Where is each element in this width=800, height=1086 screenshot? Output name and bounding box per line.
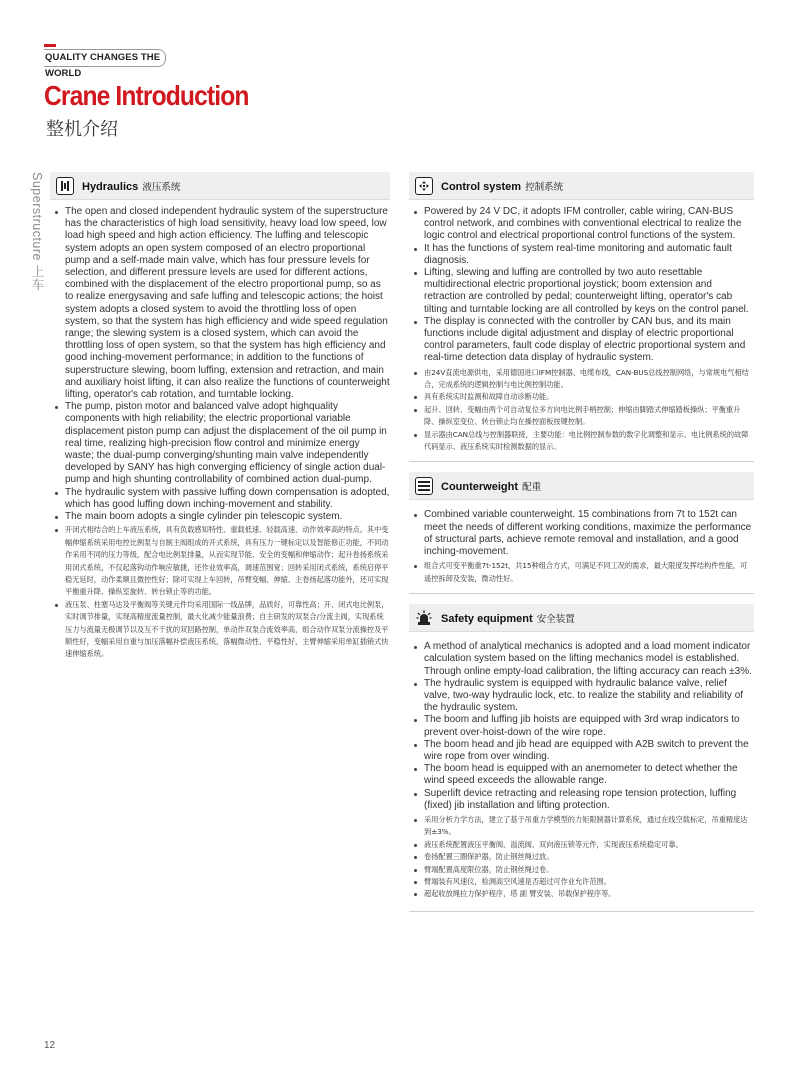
list-item: 卷扬配置三圈保护器，防止钢丝绳过放。: [413, 851, 754, 863]
list-item: The pump, piston motor and balanced valve adopt highquality components with high reliability; the electric proportional variable displacement piston pump can adjust the displacement of the oil pump in real time, realizing high-precision flow control and minimize energy waste; the dual-pump converging/shunting main valve independently developed by SANY has high converging efficiency of single action dual-pump and high shunting controllability of combined action dual-pump.: [54, 401, 390, 486]
list-item: 具有系统实时监测和故障自动诊断功能。: [413, 391, 754, 403]
page-title: Crane Introduction: [44, 80, 249, 111]
list-item: The boom head and jib head are equipped with A2B switch to prevent the wire rope from over winding.: [413, 739, 754, 763]
list-item: Powered by 24 V DC, it adopts IFM controller, cable wiring, CAN-BUS control network, and combines with conventional electrical to realize the logic control and electrical proportional control functions of the system.: [413, 206, 754, 243]
tagline-accent-bar: [44, 44, 56, 47]
list-item: 采用分析力学方法，建立了基于吊重力学模型的力矩限制器计算系统，通过在线空载标定，吊重精度达到±3%。: [413, 814, 754, 839]
counterweight-list-en: [409, 509, 754, 558]
counterweight-list-cn: [409, 560, 754, 585]
safety-header: [409, 604, 754, 632]
list-item: It has the functions of system real-time monitoring and automatic fault diagnosis.: [413, 243, 754, 267]
control-title: [441, 179, 563, 193]
list-item: 液压泵、柱塞马达及平衡阀等关键元件均采用国际一线品牌，品质好，可靠性高；开、闭式电比例泵，实时调节排量，实现高精度流量控制，最大化减少能量浪费；自主研发的双泵合/分流主阀，实现系统压力与流量无极调节以及互不干扰的双回路控制，单动作双泵合流效率高，组合动作双泵分流操控及平顺性好，变幅采用自重与加压落幅补偿液压系统，落幅微动性、平稳性好，主臂伸缩采用单缸插销式快速伸缩系统。: [54, 599, 390, 661]
counterweight-title: [441, 479, 541, 493]
safety-title-cn: 安全装置: [536, 613, 575, 625]
list-item: Combined variable counterweight. 15 combinations from 7t to 152t can meet the needs of different working conditions, maximize the performance of structural parts, achieve remote removal and installation, and a good inching-movement.: [413, 509, 754, 558]
control-title-cn: 控制系统: [525, 181, 564, 193]
tagline: QUALITY CHANGES THE WORLD: [44, 49, 166, 67]
counterweight-header: [409, 472, 754, 500]
page-subtitle: 整机介绍: [46, 119, 118, 140]
hydraulics-list-en: [50, 206, 390, 523]
control-header: [409, 172, 754, 200]
control-title-en: Control system: [441, 180, 522, 193]
list-item: The boom and luffing jib hoists are equipped with 3rd wrap indicators to prevent over-hoist-down of the wire rope.: [413, 714, 754, 738]
control-section: [409, 172, 754, 462]
safety-list-en: [409, 641, 754, 812]
safety-warning-light-icon: [415, 609, 433, 627]
safety-list-cn: [409, 814, 754, 901]
list-item: 显示器由CAN总线与控制器联接，主要功能：电比例控制参数的数字化调整和显示、电比例系统的故障代码显示、液压系统实时检测数据的显示。: [413, 429, 754, 454]
safety-section: [409, 604, 754, 912]
list-item: 由24V直流电源供电，采用德国进口IFM控制器、电缆布线，CAN-BUS总线控制网络，与常规电气相结合，完成系统的逻辑控制与电比例控制功能。: [413, 367, 754, 392]
tagline-badge: [44, 44, 166, 79]
hydraulics-title: [82, 179, 180, 193]
hydraulics-section: [50, 172, 390, 661]
list-item: 开闭式相结合的上车液压系统，具有负载感知特性、重载低速、轻载高速、动作效率高的特点。其中变幅伸缩系统采用电控比例泵与自制主阀组成的开式系统，具有压力一键标定以及智能修正功能，不同动作采用不同的压力等级，配合电比例泵排量，从而实现节能、安全的变幅和伸缩动作；起升卷扬系统采用闭式系统，不仅起落钩动作响应敏捷，还作业效率高，调速范围宽；回转采用闭式系统，系统启停平稳无延时，动作柔顺且微控性好；除可实现上车回转，吊臂变幅、伸缩、主卷扬起落功能外，还可实现平衡重升降、操纵室旋转、转台锁止等的功能。: [54, 524, 390, 598]
list-item: The main boom adopts a single cylinder pin telescopic system.: [54, 511, 390, 523]
list-item: Superlift device retracting and releasing rope tension protection, luffing (fixed) jib installation and lifting protection.: [413, 788, 754, 812]
side-section-label: Superstructure 上车: [30, 172, 44, 291]
hydraulics-title-cn: 液压系统: [142, 181, 181, 193]
section-divider: [409, 911, 754, 912]
right-column: [409, 172, 754, 912]
hydraulics-header: [50, 172, 390, 200]
list-item: 臂端装有风速仪，检测高空风速是否超过可作业允许范围。: [413, 876, 754, 888]
list-item: The hydraulic system is equipped with hydraulic balance valve, relief valve, two-way hydraulic lock, etc. to realize the stability and reliability of the hydraulic system.: [413, 678, 754, 715]
counterweight-section: [409, 472, 754, 594]
section-divider: [409, 461, 754, 462]
section-divider: [409, 593, 754, 594]
left-column: [50, 172, 390, 661]
list-item: Lifting, slewing and luffing are controlled by two auto resettable multidirectional electric proportional joystick; boom extension and retraction are controlled by pedal; counterweight lifting, operator's cab tilting and turntable locking are all controlled by keys on the control panel.: [413, 267, 754, 316]
control-list-cn: [409, 367, 754, 454]
list-item: 液压系统配置液压平衡阀、溢流阀、双向液压锁等元件，实现液压系统稳定可靠。: [413, 839, 754, 851]
list-item: 起升、回转、变幅由两个可自动复位多方向电比例手柄控制；伸缩由脚踏式伸缩踏板操纵；平衡重升降、操纵室变位、转台锁止均在操控面板按键控制。: [413, 404, 754, 429]
page-number: 12: [44, 1040, 56, 1051]
counterweight-title-en: Counterweight: [441, 480, 518, 493]
safety-title-en: Safety equipment: [441, 612, 533, 625]
list-item: The hydraulic system with passive luffing down compensation is adopted, which has good luffing down inching-movement and stability.: [54, 487, 390, 511]
list-item: The display is connected with the controller by CAN bus, and its main functions include digital adjustment and display of electric proportional control parameters, fault code display of electric proportional system and real-time detection data display of hydraulic system.: [413, 316, 754, 365]
hydraulics-title-en: Hydraulics: [82, 180, 139, 193]
hydraulic-cylinder-icon: [56, 177, 74, 195]
list-item: 组合式可变平衡重7t-152t，共15种组合方式，可满足不同工况的需求，最大限度发挥结构件性能，可遥控拆卸及安装，微动性好。: [413, 560, 754, 585]
counterweight-title-cn: 配重: [522, 481, 542, 493]
control-list-en: [409, 206, 754, 365]
counterweight-stack-icon: [415, 477, 433, 495]
control-arrows-icon: [415, 177, 433, 195]
list-item: 超起收放绳拉力保护程序，塔 副 臂安装、吊载保护程序等。: [413, 888, 754, 900]
list-item: A method of analytical mechanics is adopted and a load moment indicator calculation system based on the lifting mechanics model is established. Through online empty-load calibration, the lifting accuracy can reach ±3%.: [413, 641, 754, 678]
list-item: The open and closed independent hydraulic system of the superstructure has the characteristics of high load sensitivity, heavy load low speed, low load high speed and high action efficiency. The luffing and telescopic system adopts an open system composed of an electro proportional pump and a self-made main valve, which has four pressure levels for selection, and different pressure levels are used for different actions, combined with the displacement of the electro proportional pump, so as to realize energysaving and safe luffing and telescopic actions; the hoist system adopts a closed system to avoid the throttling loss of open system, so that the system has high efficiency and wide speed regulation range; the slewing system is a closed system, which can avoid the throttling loss of open system, so that the system has high efficiency and good inching-movement performance; in addition to the functions of superstructure slewing, boom luffing, extension and retraction, and main and auxiliary hoist lifting, it can also realize the functions of counterweight lifting, operator's cab rotation, and turntable locking.: [54, 206, 390, 401]
safety-title: [441, 611, 575, 625]
list-item: The boom head is equipped with an anemometer to detect whether the wind speed exceeds the allowable range.: [413, 763, 754, 787]
list-item: 臂端配置高度限位器，防止钢丝绳过卷。: [413, 864, 754, 876]
hydraulics-list-cn: [50, 524, 390, 660]
